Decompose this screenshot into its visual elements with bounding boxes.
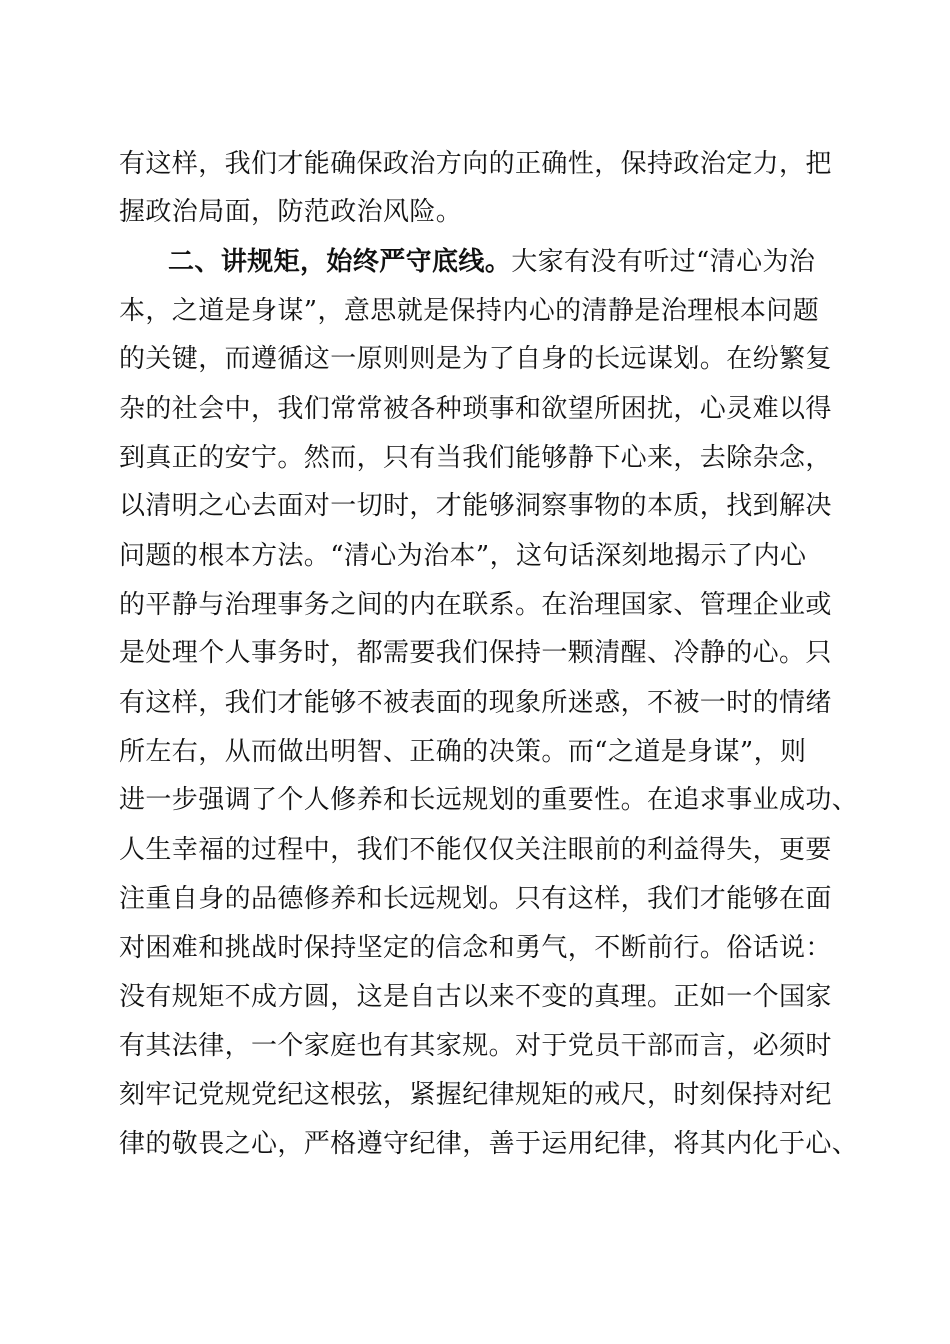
paragraph-line: 有这样，我们才能确保政治方向的正确性，保持政治定力，把 bbox=[119, 149, 832, 179]
paragraph-line: 到真正的安宁。然而，只有当我们能够静下心来，去除杂念， bbox=[119, 443, 832, 473]
paragraph-line: 对困难和挑战时保持坚定的信念和勇气，不断前行。俗话说： bbox=[119, 933, 832, 963]
paragraph-line: 的平静与治理事务之间的内在联系。在治理国家、管理企业或 bbox=[119, 590, 832, 620]
paragraph-line: 所左右，从而做出明智、正确的决策。而“之道是身谋”，则 bbox=[119, 737, 807, 767]
section-heading: 讲规矩，始终严守底线。 bbox=[220, 247, 512, 277]
paragraph-line: 本，之道是身谋”，意思就是保持内心的清静是治理根本问题 bbox=[119, 296, 820, 326]
paragraph-line: 问题的根本方法。“清心为治本”，这句话深刻地揭示了内心 bbox=[119, 541, 807, 571]
paragraph-line: 刻牢记党规党纪这根弦，紧握纪律规矩的戒尺，时刻保持对纪 bbox=[119, 1080, 832, 1110]
paragraph-line: 没有规矩不成方圆，这是自古以来不变的真理。正如一个国家 bbox=[119, 982, 832, 1012]
paragraph-line: 杂的社会中，我们常常被各种琐事和欲望所困扰，心灵难以得 bbox=[119, 394, 832, 424]
paragraph-line: 是处理个人事务时，都需要我们保持一颗清醒、冷静的心。只 bbox=[119, 638, 832, 668]
paragraph-line: 有这样，我们才能够不被表面的现象所迷惑，不被一时的情绪 bbox=[119, 688, 832, 718]
section-heading-line bbox=[168, 244, 815, 280]
section-number: 二、 bbox=[168, 247, 221, 277]
paragraph-line: 握政治局面，防范政治风险。 bbox=[119, 197, 463, 227]
paragraph-line: 进一步强调了个人修养和长远规划的重要性。在追求事业成功、 bbox=[119, 785, 859, 815]
paragraph-text: 大家有没有听过“清心为治 bbox=[511, 247, 816, 277]
paragraph-line: 注重自身的品德修养和长远规划。只有这样，我们才能够在面 bbox=[119, 884, 832, 914]
paragraph-line: 以清明之心去面对一切时，才能够洞察事物的本质，找到解决 bbox=[119, 491, 832, 521]
paragraph-line: 有其法律，一个家庭也有其家规。对于党员干部而言，必须时 bbox=[119, 1031, 832, 1061]
paragraph-line: 的关键，而遵循这一原则则是为了自身的长远谋划。在纷繁复 bbox=[119, 344, 832, 374]
paragraph-line: 人生幸福的过程中，我们不能仅仅关注眼前的利益得失，更要 bbox=[119, 835, 832, 865]
paragraph-line: 律的敬畏之心，严格遵守纪律，善于运用纪律，将其内化于心、 bbox=[119, 1129, 859, 1159]
